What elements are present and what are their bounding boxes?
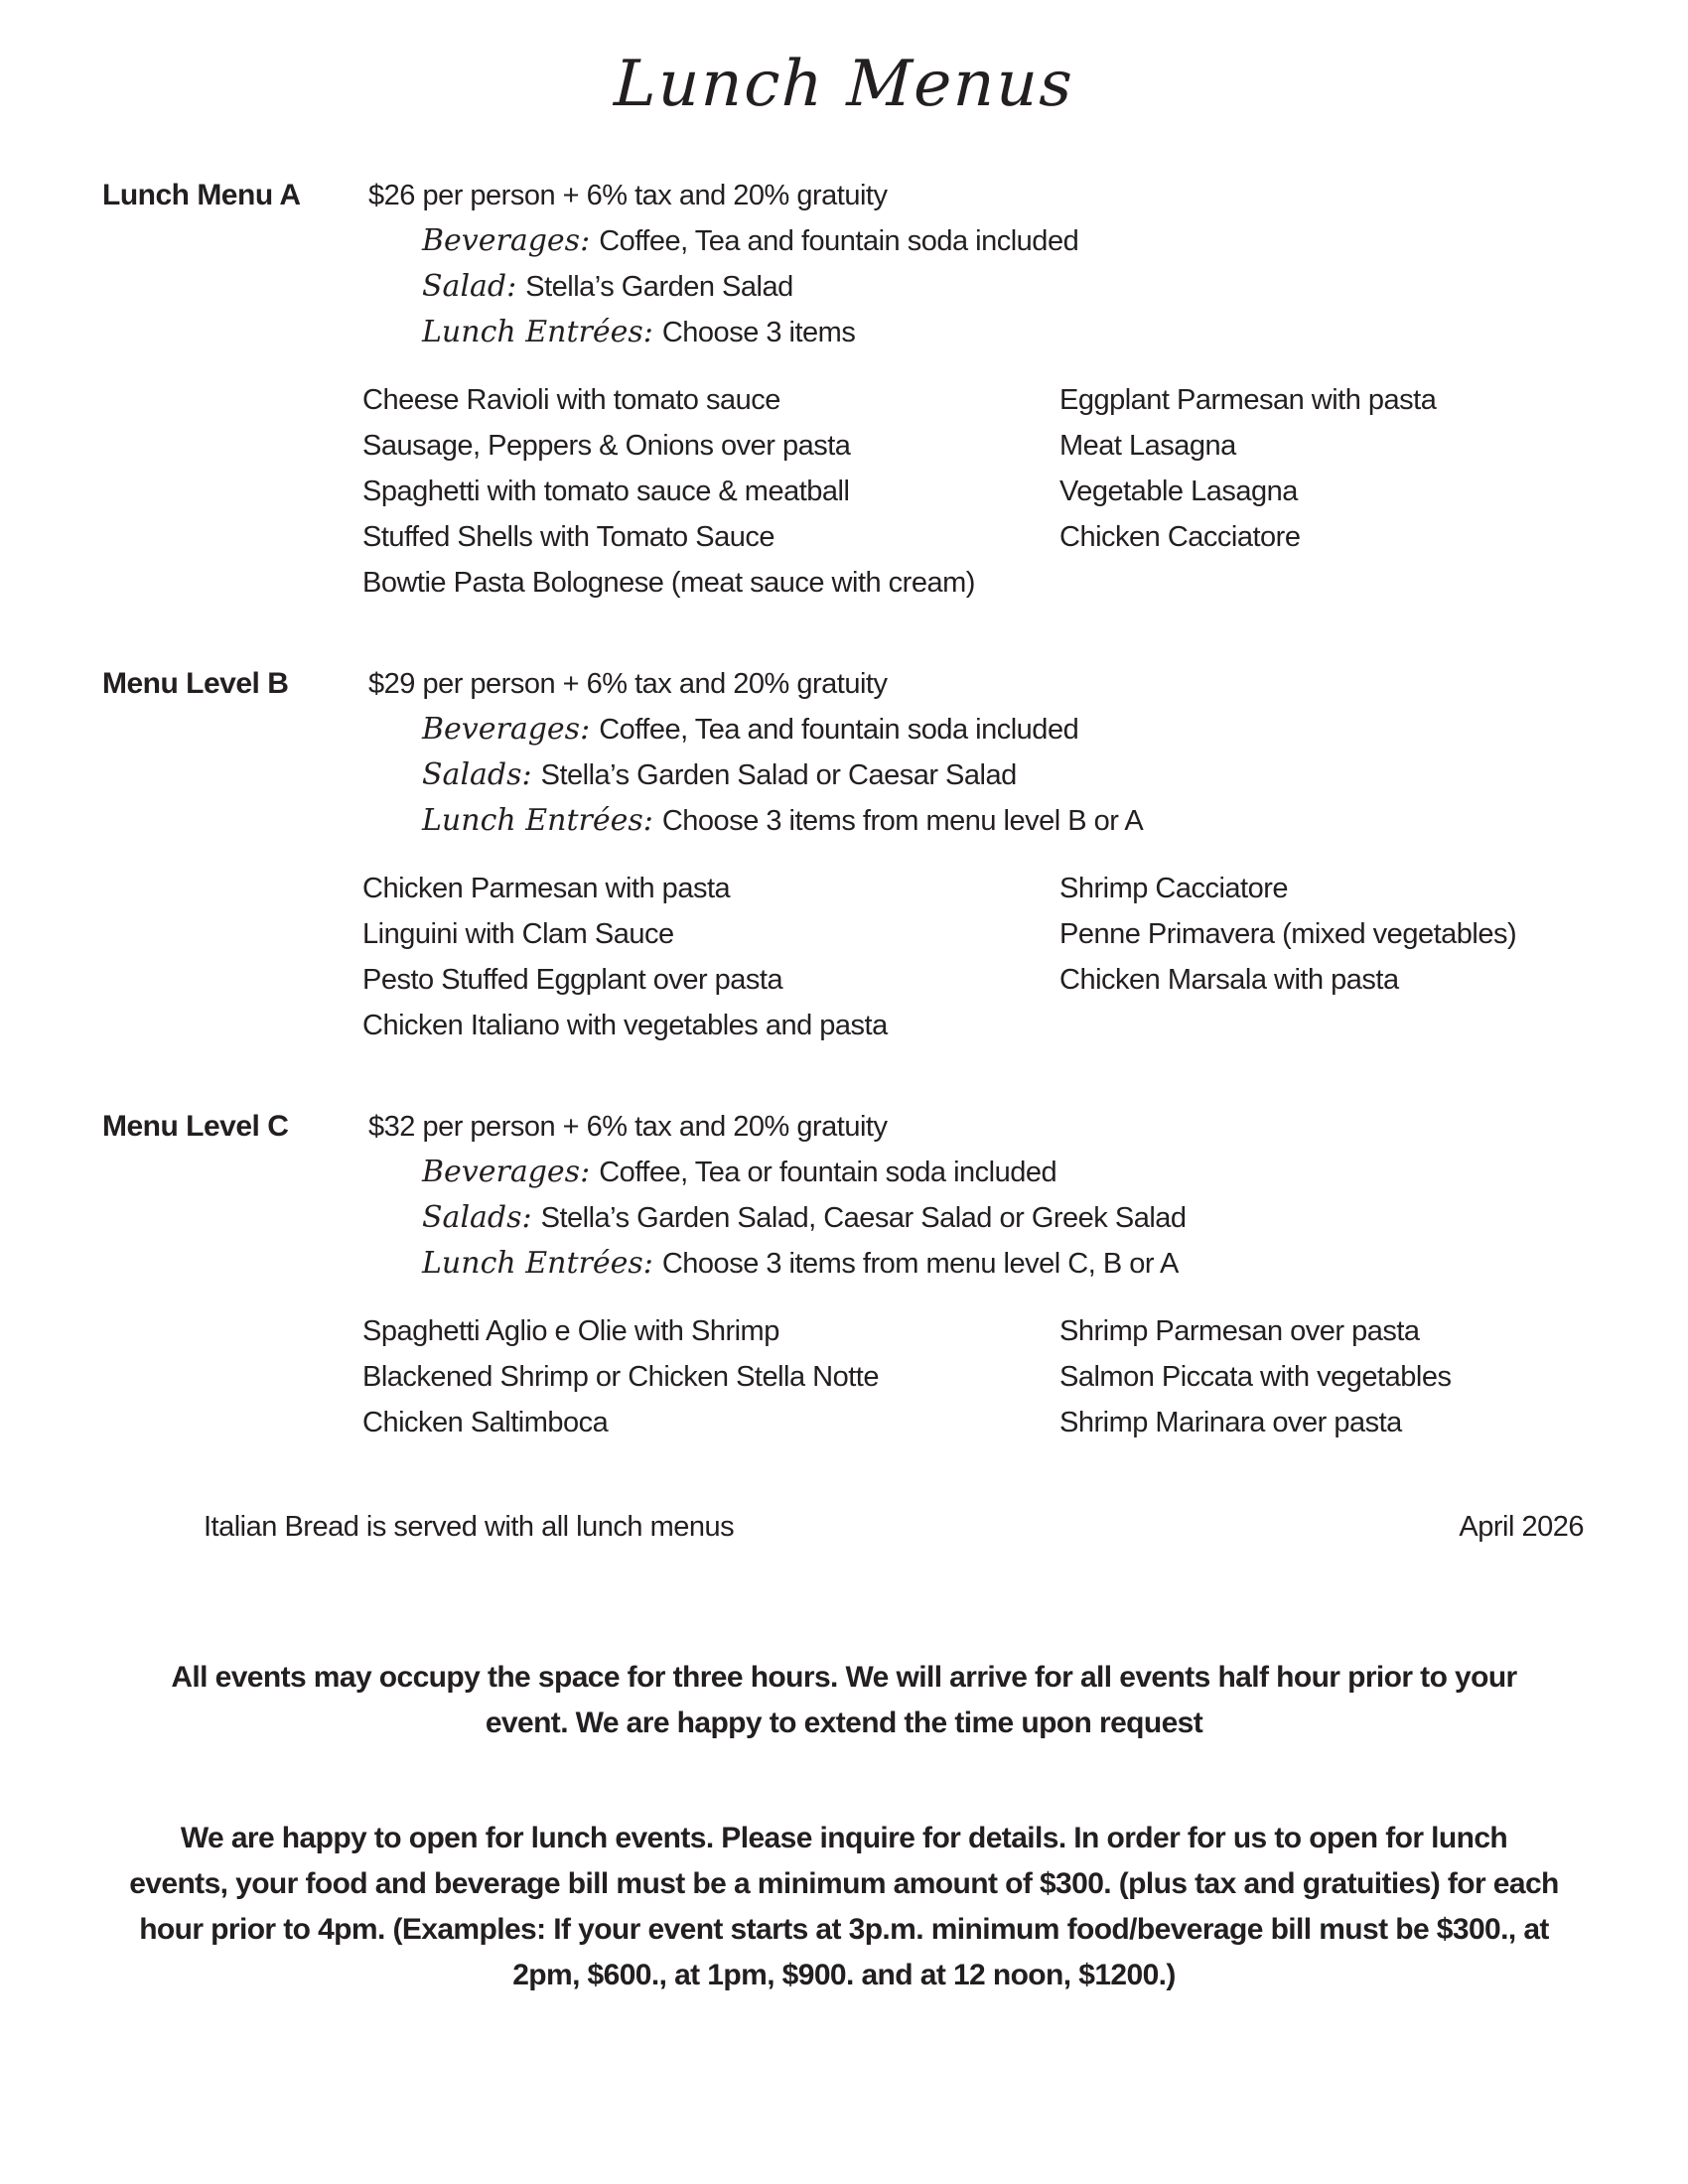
menu-item: Spaghetti with tomato sauce & meatball (362, 476, 850, 507)
footer-row (204, 1511, 1584, 1544)
entrees-text: Choose 3 items from menu level B or A (661, 805, 1144, 837)
menu-item: Meat Lasagna (1059, 430, 1236, 462)
menu-item: Chicken Italiano with vegetables and pasta (362, 1010, 888, 1041)
salads-text: Stella’s Garden Salad, Caesar Salad or Greek Salad (540, 1202, 1187, 1234)
menu-section-b (102, 661, 1648, 1048)
beverages-label: Beverages: (422, 1155, 591, 1189)
beverages-line (362, 218, 1648, 264)
salad-label: Salad: (422, 269, 517, 304)
beverages-text: Coffee, Tea and fountain soda included (599, 225, 1079, 257)
page-title: Lunch Menus (613, 48, 1075, 121)
menu-item: Penne Primavera (mixed vegetables) (1059, 918, 1517, 950)
salads-line (362, 1195, 1648, 1241)
entree-items-right (1059, 866, 1648, 1048)
menu-date: April 2026 (1459, 1511, 1584, 1543)
menu-item: Salmon Piccata with vegetables (1059, 1361, 1452, 1393)
entrees-line (362, 1241, 1648, 1287)
salads-label: Salads: (422, 757, 532, 792)
entrees-text: Choose 3 items from menu level C, B or A (661, 1248, 1179, 1280)
section-content (362, 173, 1648, 606)
menu-item: Eggplant Parmesan with pasta (1059, 384, 1437, 416)
menu-item: Chicken Cacciatore (1059, 521, 1301, 553)
salad-text: Stella’s Garden Salad (525, 271, 793, 303)
entrees-line (362, 310, 1648, 355)
section-label: Menu Level B (102, 667, 289, 700)
menu-item: Shrimp Marinara over pasta (1059, 1407, 1402, 1438)
section-label: Menu Level C (102, 1110, 289, 1143)
menu-item: Cheese Ravioli with tomato sauce (362, 384, 780, 416)
beverages-text: Coffee, Tea or fountain soda included (599, 1157, 1057, 1188)
menu-item: Chicken Parmesan with pasta (362, 873, 731, 904)
entree-items-left (362, 866, 1059, 1048)
beverages-text: Coffee, Tea and fountain soda included (599, 714, 1079, 746)
menu-item: Linguini with Clam Sauce (362, 918, 674, 950)
menu-item: Bowtie Pasta Bolognese (meat sauce with cream) (362, 567, 975, 599)
entree-items (362, 377, 1648, 606)
menu-section-c (102, 1104, 1648, 1445)
price-line: $29 per person + 6% tax and 20% gratuity (368, 668, 888, 700)
salads-text: Stella’s Garden Salad or Caesar Salad (540, 759, 1017, 791)
entree-items-right (1059, 377, 1648, 606)
entrees-text: Choose 3 items (661, 317, 856, 348)
entrees-line (362, 798, 1648, 844)
menu-item: Spaghetti Aglio e Olie with Shrimp (362, 1315, 779, 1347)
entree-items (362, 866, 1648, 1048)
section-label: Lunch Menu A (102, 179, 301, 211)
menu-item: Stuffed Shells with Tomato Sauce (362, 521, 774, 553)
entree-items-left (362, 377, 1059, 606)
salads-line (362, 752, 1648, 798)
price-line: $26 per person + 6% tax and 20% gratuity (368, 180, 888, 211)
entree-items-right (1059, 1308, 1648, 1445)
menu-item: Blackened Shrimp or Chicken Stella Notte (362, 1361, 879, 1393)
menu-section-a (102, 173, 1648, 606)
beverages-line (362, 1150, 1648, 1195)
entree-items (362, 1308, 1648, 1445)
menu-item: Shrimp Cacciatore (1059, 873, 1289, 904)
beverages-label: Beverages: (422, 712, 591, 747)
entrees-label: Lunch Entrées: (422, 1246, 653, 1281)
menu-item: Sausage, Peppers & Onions over pasta (362, 430, 851, 462)
section-content (362, 661, 1648, 1048)
beverages-line (362, 707, 1648, 752)
entrees-label: Lunch Entrées: (422, 803, 653, 838)
menu-item: Pesto Stuffed Eggplant over pasta (362, 964, 783, 996)
entree-items-left (362, 1308, 1059, 1445)
menu-item: Shrimp Parmesan over pasta (1059, 1315, 1420, 1347)
menu-item: Vegetable Lasagna (1059, 476, 1298, 507)
bread-note: Italian Bread is served with all lunch menus (204, 1511, 735, 1543)
entrees-label: Lunch Entrées: (422, 315, 653, 349)
lunch-opening-policy-paragraph: We are happy to open for lunch events. Please inquire for details. In order for us to open for lunch events, your food and beverage bill must be a minimum amount of $300. (plus tax and gratuities) for each hour prior to 4pm. (Examples: If your event starts at 3p.m. minimum food/beverage bill must be $300., at 2pm, $600., at 1pm, $900. and at 12 noon, $1200.) (129, 1822, 1559, 1991)
price-line: $32 per person + 6% tax and 20% gratuity (368, 1111, 888, 1143)
salad-line (362, 264, 1648, 310)
section-content (362, 1104, 1648, 1445)
menu-item: Chicken Saltimboca (362, 1407, 609, 1438)
beverages-label: Beverages: (422, 223, 591, 258)
salads-label: Salads: (422, 1200, 532, 1235)
event-duration-paragraph: All events may occupy the space for three hours. We will arrive for all events half hour prior to your event. We are happy to extend the time upon request (171, 1661, 1517, 1739)
menu-item: Chicken Marsala with pasta (1059, 964, 1399, 996)
